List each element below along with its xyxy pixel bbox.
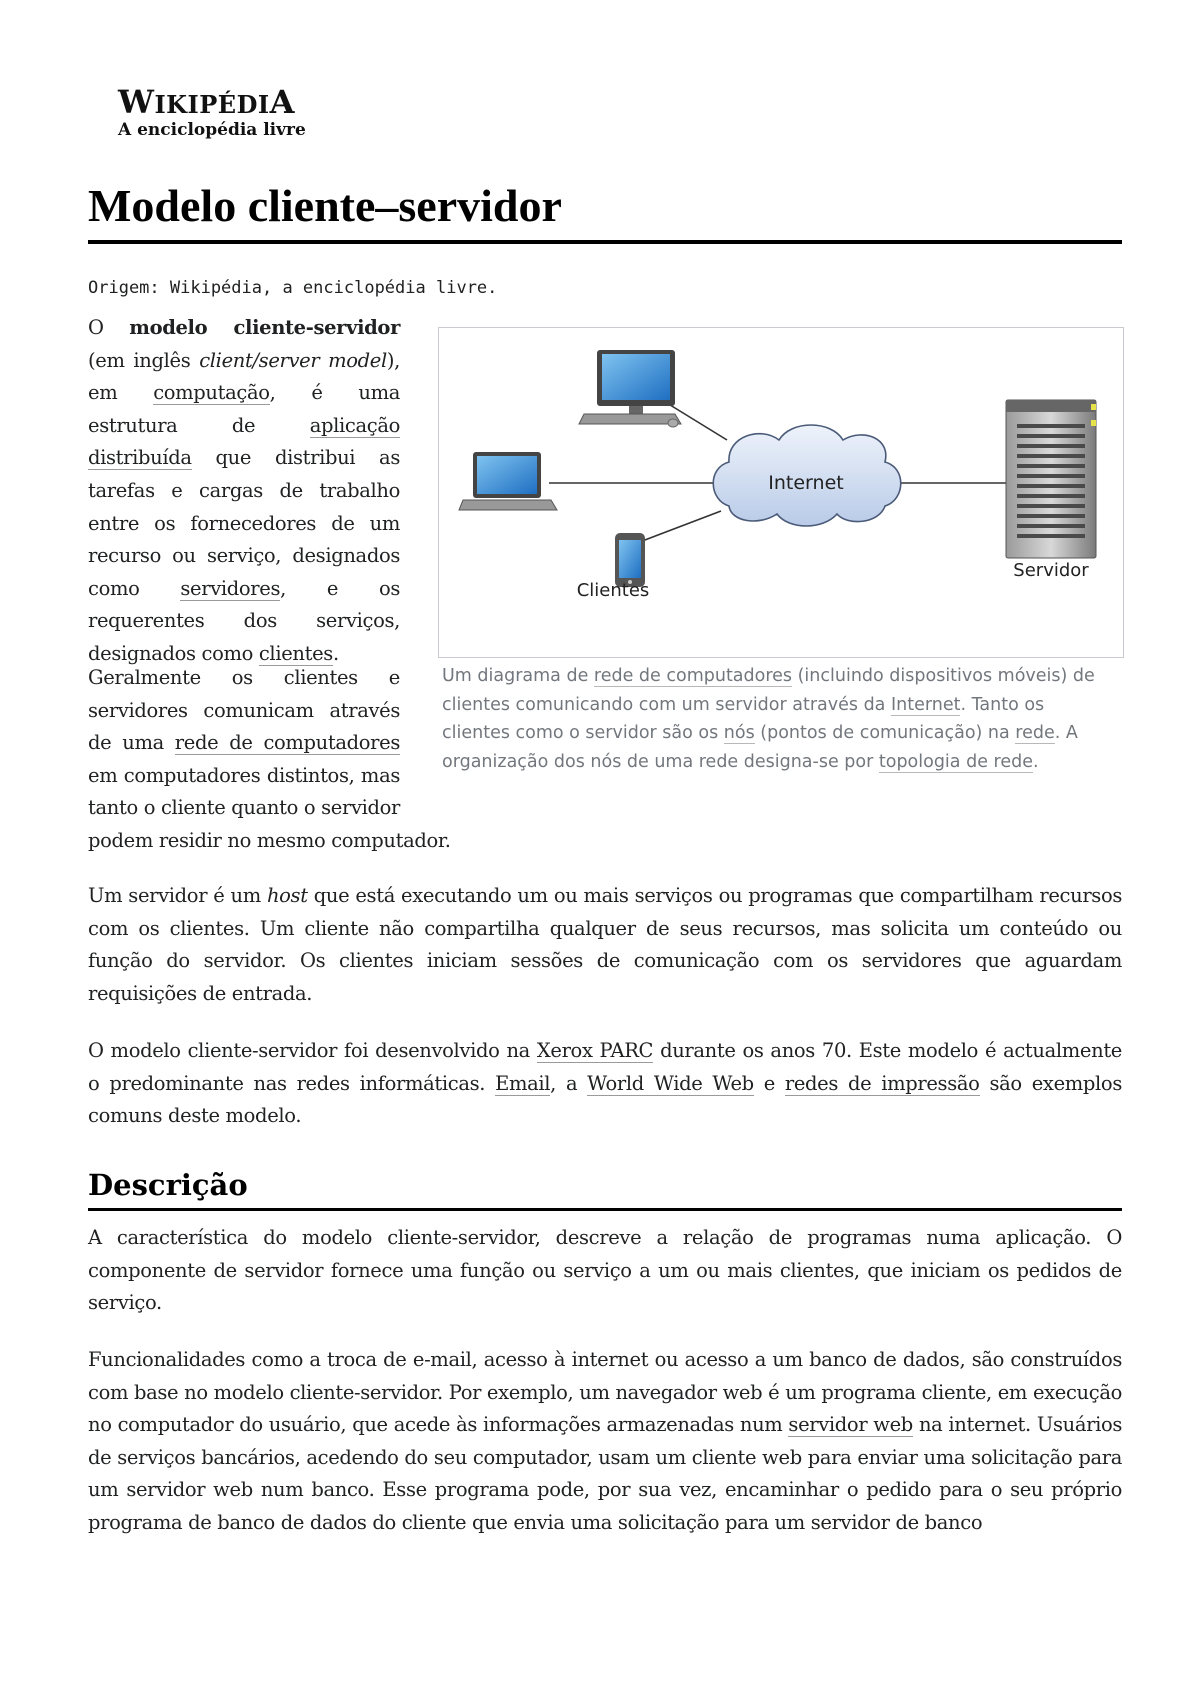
figure-caption: Um diagrama de rede de computadores (incluindo dispositivos móveis) de clientes comunicando com um servidor através da Internet. Tanto os clientes como o servidor são os nós (pontos de comunicação) na rede. A organização dos nós de uma rede designa-se por topologia de rede. [442,666,1095,772]
paragraph-description: A característica do modelo cliente-servidor, descreve a relação de programas numa aplicação. O componente de servidor fornece uma função ou serviço a um ou mais clientes, que iniciam os pedidos de serviço. [88,1226,1122,1315]
paragraph-server-host: Um servidor é um host que está executando um ou mais serviços ou programas que compartilham recursos com os clientes. Um cliente não compartilha qualquer de seus recursos, mas solicita um conteúdo ou função do servidor. Os clientes iniciam sessões de comunicação com os servidores que aguardam requisições de entrada. [88,884,1122,1005]
link-rede-de-computadores[interactable]: rede de computadores [174,731,400,755]
desktop-computer-icon [579,350,681,427]
wikipedia-logo[interactable] [118,84,306,139]
section-divider [88,1208,1122,1211]
diagram-svg [439,328,1123,657]
link-aplicacao-distribuida[interactable]: aplicação distribuída [88,413,400,470]
caption-link-rede-de-computadores[interactable]: rede de computadores [593,666,793,686]
caption-link-nos[interactable]: nós [723,723,755,744]
italic-host: host [266,884,308,907]
link-world-wide-web[interactable]: World Wide Web [587,1071,754,1095]
link-email[interactable]: Email [495,1071,551,1095]
server-label: Servidor [1013,560,1089,581]
origin-line: Origem: Wikipédia, a enciclopédia livre. [88,278,498,298]
paragraph-functionalities: Funcionalidades como a troca de e-mail, acesso à internet ou acesso a um banco de dados, são construídos com base no modelo cliente-servidor. Por exemplo, um navegador web é um programa cliente, em execução no computador do usuário, que acede às informações armazenadas num servidor web na internet. Usuários de serviços bancários, acedendo do seu computador, usam um cliente web para enviar uma solicitação para um servidor web num banco. Esse programa pode, por sua vez, encaminhar o pedido para o seu próprio programa de banco de dados do cliente que envia uma solicitação para um servidor de banco [88,1348,1123,1534]
clients-label: Clientes [576,580,650,601]
page-title: Modelo cliente–servidor [88,180,562,231]
link-servidor-web[interactable]: servidor web [788,1413,913,1437]
bold-term: modelo cliente-servidor [129,316,400,339]
caption-link-internet[interactable]: Internet [890,694,961,715]
link-computacao[interactable]: computação [153,381,270,405]
internet-label: Internet [768,472,844,494]
paragraph-history: O modelo cliente-servidor foi desenvolvido na Xerox PARC durante os anos 70. Este modelo é actualmente o predominante nas redes informáticas. Email, a World Wide Web e redes de impressão são exemplos comuns deste modelo. [88,1039,1122,1128]
italic-term: client/server model [199,348,387,372]
link-servidores[interactable]: servidores [180,576,281,600]
link-clientes[interactable]: clientes [258,641,333,665]
intro-paragraph-1: O modelo cliente-servidor (em inglês client/server model), em computação, é uma estrutura de aplicação distribuída que distribui as tarefas e cargas de trabalho entre os fornecedores de um recurso ou serviço, designados como servidores, e os requerentes dos serviços, designados como clientes. [88,316,400,665]
server-tower-icon [1006,400,1096,558]
logo-wordmark: WIKIPÉDIA [118,83,295,121]
client-server-diagram[interactable] [438,327,1124,658]
intro-paragraph-2: Geralmente os clientes e servidores comunicam através de uma rede de computadores em computadores distintos, mas tanto o cliente quanto o servidor podem residir no mesmo computador. [88,666,451,852]
mobile-phone-icon [615,533,645,587]
laptop-icon [459,452,557,510]
caption-link-topologia-de-rede[interactable]: topologia de rede [878,751,1033,772]
link-xerox-parc[interactable]: Xerox PARC [536,1039,654,1062]
link-redes-de-impressao[interactable]: redes de impressão [784,1071,980,1095]
logo-tagline: A enciclopédia livre [118,120,306,140]
section-heading-descricao: Descrição [88,1168,248,1202]
caption-link-rede[interactable]: rede [1015,723,1055,744]
title-divider [88,240,1122,244]
